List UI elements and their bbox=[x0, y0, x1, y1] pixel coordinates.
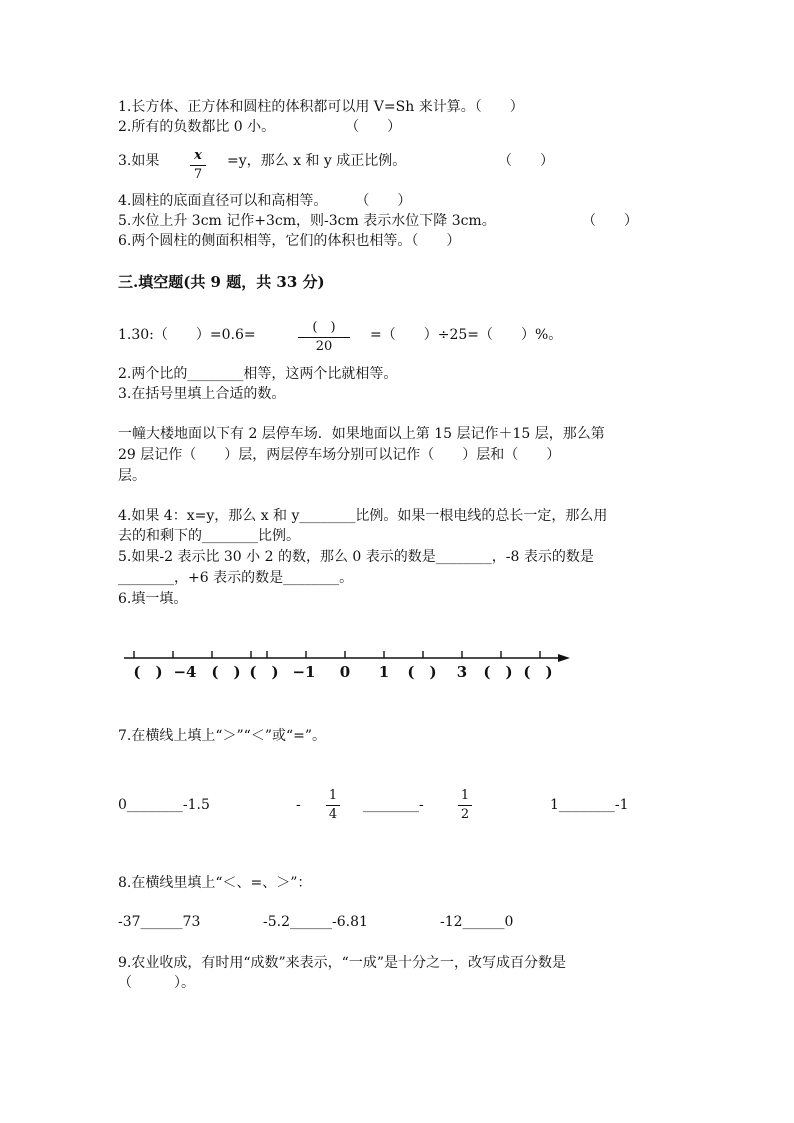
judge-q2: 2.所有的负数都比 0 小。 （ ） bbox=[118, 119, 402, 135]
fill-q3: 3.在括号里填上合适的数。 bbox=[118, 386, 286, 402]
number-line-label: 0 bbox=[339, 663, 351, 681]
fill-q7: 7.在横线上填上“＞”“＜”或“=”。 bbox=[118, 728, 327, 744]
fill-q9-line2: （ ）。 bbox=[118, 975, 195, 991]
fill-q5-line2: ________，+6 表示的数是________。 bbox=[118, 570, 354, 586]
fill-q7-minus: - bbox=[296, 797, 301, 813]
fill-q9-line1: 9.农业收成，有时用“成数”来表示，“一成”是十分之一，改写成百分数是 bbox=[118, 955, 566, 971]
fill-q3-paragraph-line1: 一幢大楼地面以下有 2 层停车场．如果地面以上第 15 层记作＋15 层，那么第 bbox=[118, 426, 605, 442]
fill-q7-blank: ________- bbox=[363, 797, 424, 813]
fill-q1-part-a: 1.30:（ ）=0.6= bbox=[118, 327, 256, 343]
judge-q3-prefix: 3.如果 bbox=[118, 153, 160, 169]
judge-q5-paren: （ ） bbox=[582, 213, 638, 229]
judge-q3-suffix: =y，那么 x 和 y 成正比例。 bbox=[227, 153, 407, 169]
fraction-denominator: 7 bbox=[193, 167, 203, 182]
fill-q6: 6.填一填。 bbox=[118, 591, 188, 607]
number-line-label: 1 bbox=[378, 663, 390, 681]
judge-q3-fraction bbox=[190, 148, 206, 183]
fraction-numerator: 1 bbox=[328, 788, 338, 803]
number-line-label: −4 bbox=[173, 663, 197, 681]
fraction-bar bbox=[190, 165, 206, 166]
judge-q1: 1.长方体、正方体和圆柱的体积都可以用 V=Sh 来计算。（ ） bbox=[118, 99, 524, 115]
fill-q8: 8.在横线里填上“＜、=、＞”： bbox=[118, 875, 312, 891]
fill-q7-fraction-1 bbox=[326, 788, 340, 823]
fill-q1-fraction bbox=[298, 320, 350, 355]
judge-q3-paren: （ ） bbox=[498, 153, 554, 169]
fraction-bar bbox=[326, 805, 340, 806]
number-line-label: −1 bbox=[292, 663, 316, 681]
fill-q8-item-b: -5.2______-6.81 bbox=[263, 914, 368, 930]
judge-q5: 5.水位上升 3cm 记作+3cm，则-3cm 表示水位下降 3cm。 bbox=[118, 213, 496, 229]
fill-q5-line1: 5.如果-2 表示比 30 小 2 的数，那么 0 表示的数是________，-8 表示的数是 bbox=[118, 549, 594, 565]
judge-q6: 6.两个圆柱的侧面积相等，它们的体积也相等。（ ） bbox=[118, 233, 461, 249]
fraction-denominator: 20 bbox=[315, 339, 333, 354]
number-line-label: ( ) bbox=[211, 663, 241, 681]
number-line-label: ( ) bbox=[407, 663, 437, 681]
fraction-bar bbox=[458, 805, 472, 806]
fraction-denominator: 2 bbox=[460, 807, 470, 822]
number-line-label: ( ) bbox=[523, 663, 553, 681]
fill-q3-paragraph-line3: 层。 bbox=[118, 468, 146, 484]
fill-q7-item-a: 0________-1.5 bbox=[118, 797, 210, 813]
number-line-label: 3 bbox=[456, 663, 468, 681]
number-line-label: ( ) bbox=[133, 663, 163, 681]
fill-q8-item-c: -12______0 bbox=[440, 914, 514, 930]
number-line-label: ( ) bbox=[249, 663, 279, 681]
number-line-label: ( ) bbox=[483, 663, 513, 681]
fill-q7-fraction-2 bbox=[458, 788, 472, 823]
fill-q4-line2: 去的和剩下的________比例。 bbox=[118, 528, 300, 544]
fill-q2: 2.两个比的________相等，这两个比就相等。 bbox=[118, 366, 398, 382]
fill-q4-line1: 4.如果 4：x=y，那么 x 和 y________比例。如果一根电线的总长一定，那么用 bbox=[118, 508, 608, 524]
section-title: 三.填空题(共 9 题，共 33 分) bbox=[118, 273, 325, 291]
fill-q8-item-a: -37______73 bbox=[118, 914, 201, 930]
fraction-denominator: 4 bbox=[328, 807, 338, 822]
judge-q4: 4.圆柱的底面直径可以和高相等。 （ ） bbox=[118, 193, 412, 209]
fraction-numerator: ( ) bbox=[312, 320, 336, 335]
fill-q3-paragraph-line2: 29 层记作（ ）层，两层停车场分别可以记作（ ）层和（ ） bbox=[118, 447, 561, 463]
fraction-numerator: x bbox=[194, 148, 202, 163]
number-line bbox=[118, 645, 578, 690]
fill-q7-item-c: 1________-1 bbox=[550, 797, 629, 813]
fill-q1-part-b: =（ ）÷25=（ ）%。 bbox=[370, 327, 563, 343]
fraction-numerator: 1 bbox=[460, 788, 470, 803]
fraction-bar bbox=[298, 337, 350, 338]
number-line-arrow bbox=[558, 654, 570, 662]
